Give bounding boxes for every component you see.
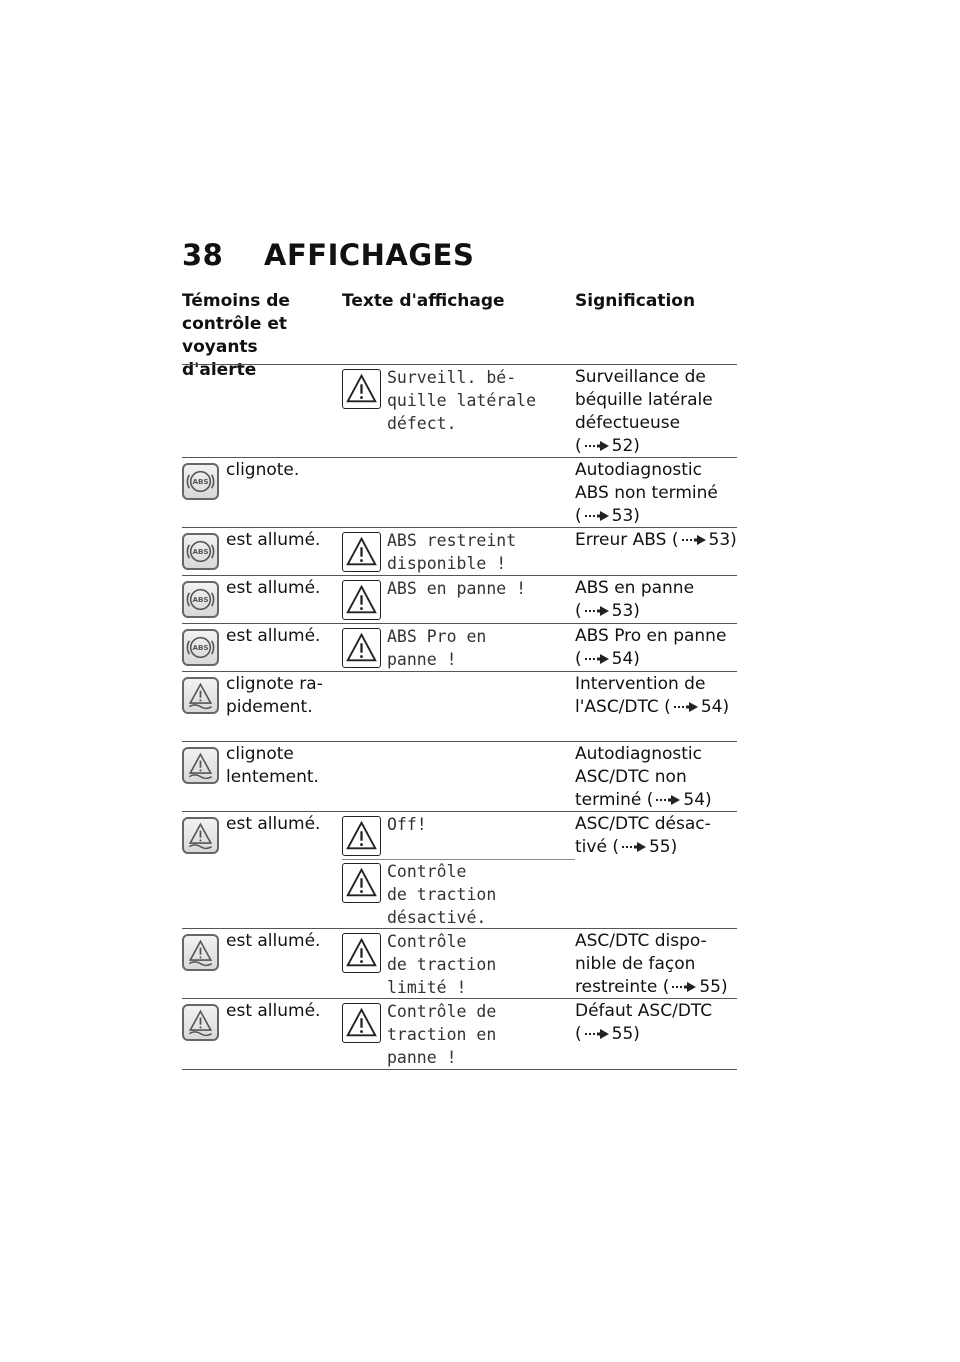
- warning-triangle-icon: [342, 1003, 381, 1043]
- abs-warning-lamp-icon: [182, 533, 219, 570]
- meaning-label: Autodiagnostic ABS non terminé: [575, 460, 718, 503]
- warning-triangle-icon: [342, 816, 381, 856]
- page-reference-number: 55: [699, 977, 721, 997]
- display-text: ABS en panne !: [387, 579, 527, 598]
- warning-triangle-icon: [342, 580, 381, 620]
- display-text: Contrôle de traction limité !: [387, 932, 497, 997]
- meaning-text: [575, 366, 737, 458]
- column-header-meaning: Signification: [575, 291, 696, 311]
- meaning-label: Autodiagnostic ASC/DTC non terminé: [575, 744, 702, 810]
- page-reference-number: 55: [648, 837, 671, 857]
- meaning-label: Surveillance de béquille latérale défectueuse: [575, 367, 713, 433]
- meaning-label: Erreur ABS: [575, 530, 667, 550]
- meaning-label: ABS Pro en panne: [575, 626, 727, 646]
- page-reference-number: 53: [611, 506, 634, 526]
- page-reference-link[interactable]: ( 55): [612, 837, 678, 857]
- meaning-text: [575, 813, 737, 859]
- page-reference-link[interactable]: ( 52): [575, 436, 640, 456]
- display-text: Surveill. bé- quille latérale défect.: [387, 368, 537, 433]
- table-row: [182, 457, 737, 528]
- meaning-text: [575, 673, 737, 719]
- dtc-warning-lamp-icon: [182, 934, 219, 971]
- display-text: ABS restreint disponible !: [387, 531, 517, 573]
- page-reference-link[interactable]: ( 54): [646, 790, 712, 810]
- meaning-text: [575, 743, 737, 812]
- table-row: [182, 811, 737, 929]
- warning-triangle-icon: [342, 369, 381, 409]
- warning-triangle-icon: [342, 863, 381, 903]
- page-reference-arrow-icon: [584, 440, 610, 452]
- lamp-state: clignote lentement.: [226, 744, 319, 787]
- meaning-label: Défaut ASC/DTC: [575, 1001, 713, 1021]
- dtc-warning-lamp-icon: [182, 817, 219, 854]
- page-reference-link[interactable]: ( 53): [575, 506, 640, 526]
- page-reference-link[interactable]: ( 55): [662, 977, 728, 997]
- page-reference-number: 53: [708, 530, 731, 550]
- page-reference-link[interactable]: ( 53): [575, 601, 640, 621]
- page-reference-number: 54: [683, 790, 706, 810]
- table-bottom-rule: [182, 1069, 737, 1070]
- display-text: ABS Pro en panne !: [387, 627, 487, 669]
- abs-warning-lamp-icon: [182, 581, 219, 618]
- lamp-state: est allumé.: [226, 814, 321, 834]
- lamp-state: est allumé.: [226, 530, 321, 550]
- lamp-state: clignote ra- pidement.: [226, 674, 323, 717]
- page-reference-link[interactable]: ( 54): [575, 649, 640, 669]
- page-reference-arrow-icon: [681, 534, 707, 546]
- page-reference-arrow-icon: [621, 841, 647, 853]
- page-reference-arrow-icon: [584, 1028, 610, 1040]
- column-header-display: Texte d'affichage: [342, 291, 505, 311]
- page-reference-link[interactable]: ( 55): [575, 1024, 640, 1044]
- lamp-state: clignote.: [226, 460, 300, 480]
- display-text: Contrôle de traction désactivé.: [387, 862, 497, 927]
- chapter-title: AFFICHAGES: [264, 238, 475, 272]
- display-text: Contrôle de traction en panne !: [387, 1002, 497, 1067]
- page-reference-number: 53: [611, 601, 634, 621]
- page-reference-arrow-icon: [584, 605, 610, 617]
- table-row: [182, 998, 737, 1070]
- table-row: [182, 623, 737, 672]
- table-row: [182, 575, 737, 624]
- display-text: Off!: [387, 815, 427, 834]
- page-reference-link[interactable]: ( 53): [671, 530, 737, 550]
- abs-warning-lamp-icon: [182, 463, 219, 500]
- column-header-lamps: Témoins de contrôle et voyants d'alerte: [182, 291, 290, 380]
- abs-warning-lamp-icon: [182, 629, 219, 666]
- svg-text:ABS: ABS: [192, 477, 209, 487]
- page-title: [182, 238, 474, 272]
- lamp-state: est allumé.: [226, 578, 321, 598]
- page-reference-arrow-icon: [584, 653, 610, 665]
- table-row: [182, 928, 737, 999]
- meaning-text: [575, 459, 737, 528]
- table-row: [182, 527, 737, 576]
- meaning-label: ABS en panne: [575, 578, 695, 598]
- page-reference-number: 55: [611, 1024, 634, 1044]
- table-row: [182, 671, 737, 742]
- page-number: 38: [182, 238, 224, 272]
- dtc-warning-lamp-icon: [182, 1004, 219, 1041]
- table-row: [182, 364, 737, 458]
- table-row: [182, 741, 737, 812]
- page-reference-number: 54: [611, 649, 634, 669]
- page-reference-arrow-icon: [671, 981, 697, 993]
- lamp-state: est allumé.: [226, 626, 321, 646]
- page-reference-arrow-icon: [673, 701, 699, 713]
- meaning-text: [575, 1000, 737, 1046]
- warning-triangle-icon: [342, 532, 381, 572]
- dtc-warning-lamp-icon: [182, 747, 219, 784]
- meaning-text: [575, 930, 737, 999]
- meaning-label: ASC/DTC désac- tivé: [575, 814, 711, 857]
- meaning-text: [575, 529, 737, 552]
- meaning-label: ASC/DTC dispo- nible de façon restreinte: [575, 931, 707, 997]
- page-reference-number: 54: [700, 697, 723, 717]
- lamp-state: est allumé.: [226, 931, 321, 951]
- page-reference-arrow-icon: [584, 510, 610, 522]
- page-reference-arrow-icon: [655, 794, 681, 806]
- dtc-warning-lamp-icon: [182, 677, 219, 714]
- svg-text:ABS: ABS: [192, 595, 209, 605]
- svg-text:ABS: ABS: [192, 643, 209, 653]
- meaning-text: [575, 625, 737, 671]
- page-reference-link[interactable]: ( 54): [664, 697, 730, 717]
- meaning-label: Intervention de l'ASC/DTC: [575, 674, 706, 717]
- warning-triangle-icon: [342, 933, 381, 973]
- lamp-state: est allumé.: [226, 1001, 321, 1021]
- page-reference-number: 52: [611, 436, 634, 456]
- warning-triangle-icon: [342, 628, 381, 668]
- meaning-text: [575, 577, 737, 623]
- svg-text:ABS: ABS: [192, 547, 209, 557]
